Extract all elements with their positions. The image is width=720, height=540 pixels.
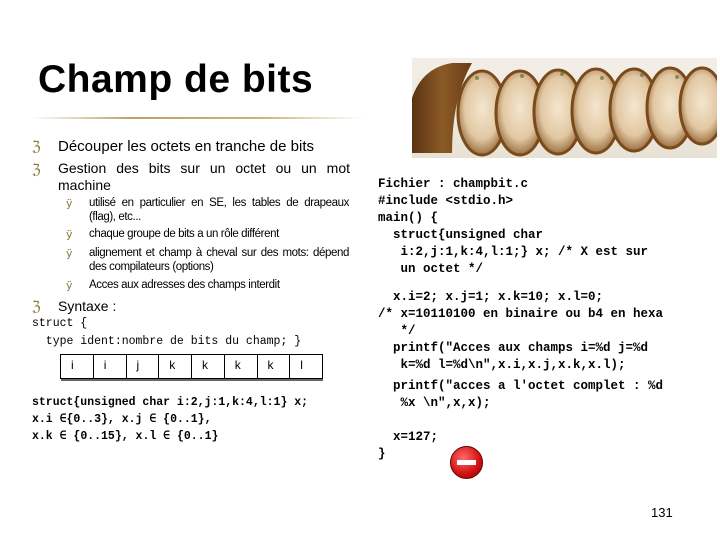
code-line: */	[378, 324, 416, 338]
bullet-text-bit-management: Gestion des bits sur un octet ou un mot machine	[58, 160, 350, 193]
code-line: un octet */	[378, 262, 484, 276]
code-line: x=127;	[378, 430, 439, 444]
bit-field-diagram	[60, 354, 323, 379]
code-line: %x \n",x,x);	[378, 396, 491, 410]
right-code-block	[378, 176, 663, 463]
code-line: Fichier : champbit.c	[378, 177, 529, 191]
bit-cell: k	[258, 355, 291, 378]
slide-title: Champ de bits	[38, 58, 314, 101]
left-code-line-3: x.k ∈ {0..15}, x.l ∈ {0..1}	[32, 430, 219, 443]
z-bullet-icon: ℨ	[32, 299, 41, 315]
sub-bullet-address: Acces aux adresses des champs interdit	[89, 279, 280, 291]
z-bullet-icon: ℨ	[32, 162, 41, 178]
code-spacer	[378, 278, 663, 289]
code-line: k=%d l=%d\n",x.i,x.j,x.k,x.l);	[378, 358, 626, 372]
code-line: /* x=10110100 en binaire ou b4 en hexa	[378, 307, 664, 321]
sub-bullet-alignment: alignement et champ à cheval sur des mots: dépend des compilateurs (options)	[89, 247, 349, 273]
code-line: printf("acces a l'octet complet : %d	[378, 379, 664, 393]
code-line: x.i=2; x.j=1; x.k=10; x.l=0;	[378, 290, 604, 304]
code-line: i:2,j:1,k:4,l:1;} x; /* X est sur	[378, 245, 649, 259]
code-line: }	[378, 447, 386, 461]
y-bullet-icon: ÿ	[66, 247, 73, 260]
bit-cell: k	[225, 355, 258, 378]
roast-photo	[412, 58, 717, 158]
bit-cell: j	[127, 355, 160, 378]
bit-cell: k	[159, 355, 192, 378]
page-number: 131	[651, 505, 673, 520]
left-code-line-1: struct{unsigned char i:2,j:1,k:4,l:1} x;	[32, 396, 309, 409]
code-line: #include <stdio.h>	[378, 194, 514, 208]
y-bullet-icon: ÿ	[66, 279, 73, 292]
bullet-text-cut-octets: Découper les octets en tranche de bits	[58, 138, 314, 155]
stop-sign-icon[interactable]	[450, 446, 483, 479]
syntax-line-1: struct {	[32, 317, 88, 330]
bullet-text-syntax: Syntaxe :	[58, 298, 117, 314]
bit-cell: l	[300, 358, 303, 372]
bit-cell: k	[192, 355, 225, 378]
syntax-line-2: type ident:nombre de bits du champ; }	[32, 335, 302, 348]
bit-cell: i	[94, 355, 127, 378]
code-line: printf("Acces aux champs i=%d j=%d	[378, 341, 649, 355]
code-line: struct{unsigned char	[378, 228, 544, 242]
sub-bullet-role: chaque groupe de bits a un rôle différent	[89, 228, 279, 240]
y-bullet-icon: ÿ	[66, 197, 73, 210]
title-divider	[30, 117, 365, 119]
code-spacer	[378, 412, 663, 429]
bit-cell: i	[61, 355, 94, 378]
sub-bullet-usage: utilisé en particulier en SE, les tables de drapeaux (flag), etc...	[89, 197, 349, 223]
left-code-line-2: x.i ∈{0..3}, x.j ∈ {0..1},	[32, 413, 212, 426]
z-bullet-icon: ℨ	[32, 139, 41, 155]
y-bullet-icon: ÿ	[66, 228, 73, 241]
code-line: main() {	[378, 211, 439, 225]
sliced-roast-photo-icon	[412, 58, 717, 158]
